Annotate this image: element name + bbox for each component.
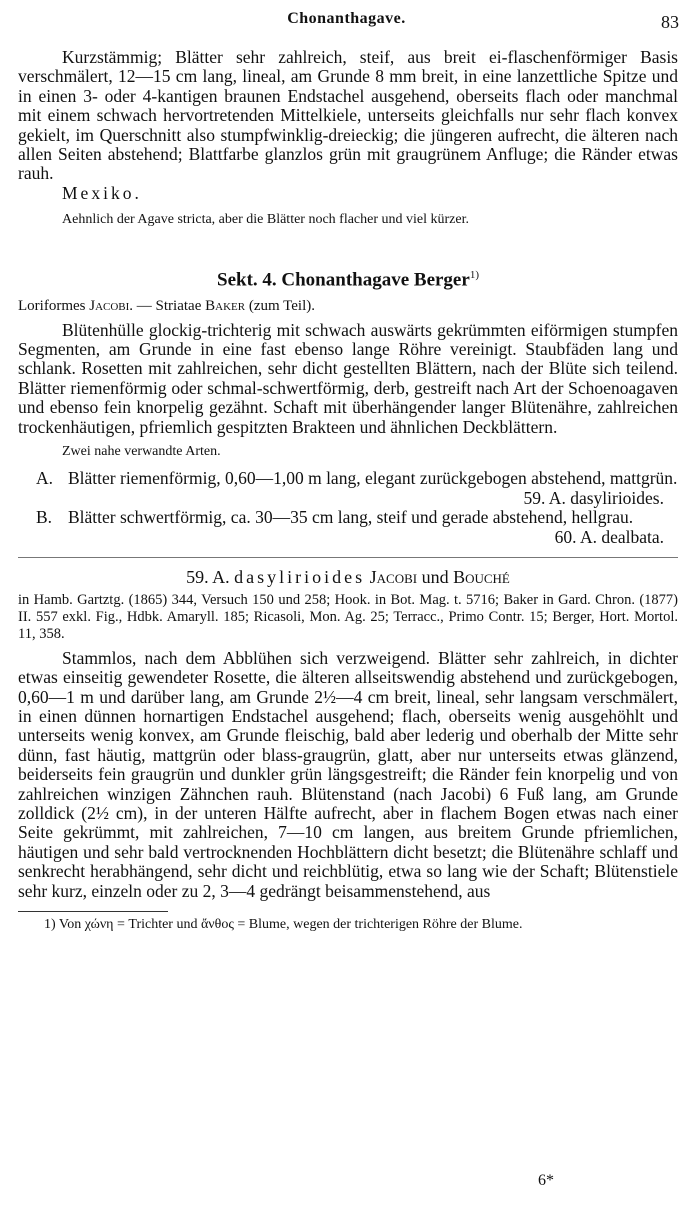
synonym-b-author: Baker <box>205 297 246 314</box>
species-number: 59. A. <box>186 567 230 588</box>
species-58-note: Aehnlich der Agave stricta, aber die Blätter noch flacher und viel kürzer. <box>62 212 469 228</box>
synonym-a-author: Jacobi <box>89 297 130 314</box>
species-59-heading <box>18 566 678 588</box>
footnote-marker: 1) <box>469 269 479 282</box>
species-58-description: Kurzstämmig; Blätter sehr zahlreich, steif, aus breit ei-flaschenförmiger Basis verschmälert, 12—15 cm lang, lineal, am Grunde 8 mm breit, in eine lanzettliche Spitze und in einen 3- oder 4-kantigen braunen Endstachel ausgehend, oberseits flach oder manchmal mit einem schwach hervortretenden Mittelkiele, unterseits gleichfalls nur sehr flach konvex gekielt, im Querschnitt also stumpfwinklig-dreieckig; die jüngeren aufrecht, die älteren nach allen Seiten abstehend; Blattfarbe glanzlos grün mit graugrünem Anfluge; die Ränder etwas rauh. <box>18 47 678 184</box>
key-result: 60. A. dealbata. <box>554 526 664 547</box>
footnote-divider <box>18 911 168 912</box>
key-result: 59. A. dasylirioides. <box>523 487 664 508</box>
divider <box>18 557 678 558</box>
species-author-b: Bouché <box>453 567 510 588</box>
footnote-text: 1) Von χώνη = Trichter und ἄνθος = Blume, wegen der trichterigen Röhre der Blume. <box>44 917 523 933</box>
body-text <box>18 48 678 933</box>
key-entry-b <box>18 508 678 547</box>
species-name: dasylirioides <box>234 567 366 588</box>
section-heading <box>18 263 678 292</box>
species-key <box>18 469 678 547</box>
species-58-locality: Mexiko. <box>62 182 142 203</box>
running-title: Chonanthagave. <box>287 10 406 27</box>
footnote <box>18 916 678 933</box>
species-59-references: in Hamb. Gartztg. (1865) 344, Versuch 150 und 258; Hook. in Bot. Mag. t. 5716; Baker in Gard. Chron. (1877) II. 557 exkl. Fig., Hdbk. Amaryll. 185; Ricasoli, Mon. Ag. 25; Terracc., Primo Contr. 15; Berger, Hort. Mortol. 11, 358. <box>18 592 678 642</box>
section-synonyms <box>18 297 678 315</box>
synonym-a: Loriformes <box>18 297 86 314</box>
section-description: Blütenhülle glockig-trichterig mit schwach auswärts gekrümmten eiförmigen stumpfen Segmenten, am Grunde in eine fast ebenso lange Röhre vereinigt. Staubfäden lang und schlank. Rosetten mit zahlreichen, sehr dicht gestellten Blättern, nach der Blüte sich teilend. Blätter riemenförmig oder schmal-schwertförmig, derb, gestreift nach Art der Schoenoagaven und ebenso fein knorpelig gezähnt. Schaft mit überhängender langer Blütenähre, zahlreichen trockenhäutigen, pfriemlich gespitzten Brakteen und ähnlichen Deckblättern. <box>18 319 678 437</box>
key-intro: Zwei nahe verwandte Arten. <box>62 444 221 460</box>
page-number: 83 <box>661 12 679 32</box>
species-author-and: und <box>421 567 449 588</box>
species-59-description: Stammlos, nach dem Abblühen sich verzweigend. Blätter sehr zahlreich, in dichter etwas einseitig gewendeter Rosette, die älteren allseitswendig abstehend und zurückgebogen, 0,60—1 m und darüber lang, am Grunde 2½—4 cm breit, lineal, sehr langsam verschmälert, in einen dünnen hornartigen Endstachel ausgehend; flach, oberseits wenig ausgehöhlt und unterseits wenig konvex, am Grunde fleischig, bald aber lederig und oberhalb der Mitte sehr dünn, fast häutig, mattgrün oder blass-graugrün, glatt, aber nur unterseits etwas glänzend, beiderseits fein graugrün und dunkler grün längsgestreift; die Ränder fein knorpelig und von zahlreichen winzigen Zähnchen rauh. Blütenstand (nach Jacobi) 6 Fuß lang, am Grunde zolldick (2½ cm), in der unteren Hälfte aufrecht, aber in flachem Bogen etwas nach einer Seite gekrümmt, mit zahlreichen, 7—10 cm langen, aus breitem Grunde pfriemlichen, häutigen und sehr bald vertrocknenden Hochblättern dicht besetzt; die Blütenähre schlaff und senkrecht herabhängend, sehr dicht und reichblütig, etwa so lang wie der Schaft; Blütenstiele sehr kurz, einzeln oder zu 2, 3—4 gedrängt beisammenstehend, aus <box>18 647 678 901</box>
species-author-a: Jacobi <box>369 567 418 588</box>
section-heading-text: Sekt. 4. Chonanthagave Berger <box>217 269 470 291</box>
key-letter: B. <box>36 507 53 528</box>
key-letter: A. <box>36 468 54 489</box>
signature-mark: 6* <box>538 1172 554 1189</box>
synonym-tail: (zum Teil). <box>248 297 315 314</box>
synonym-separator: . — Striatae <box>129 297 202 314</box>
key-text: Blätter schwertförmig, ca. 30—35 cm lang, steif und gerade abstehend, hellgrau. <box>68 507 634 528</box>
key-entry-a <box>18 469 678 508</box>
running-head <box>0 10 693 36</box>
key-text: Blätter riemenförmig, 0,60—1,00 m lang, elegant zurückgebogen abstehend, mattgrün. <box>68 468 678 489</box>
